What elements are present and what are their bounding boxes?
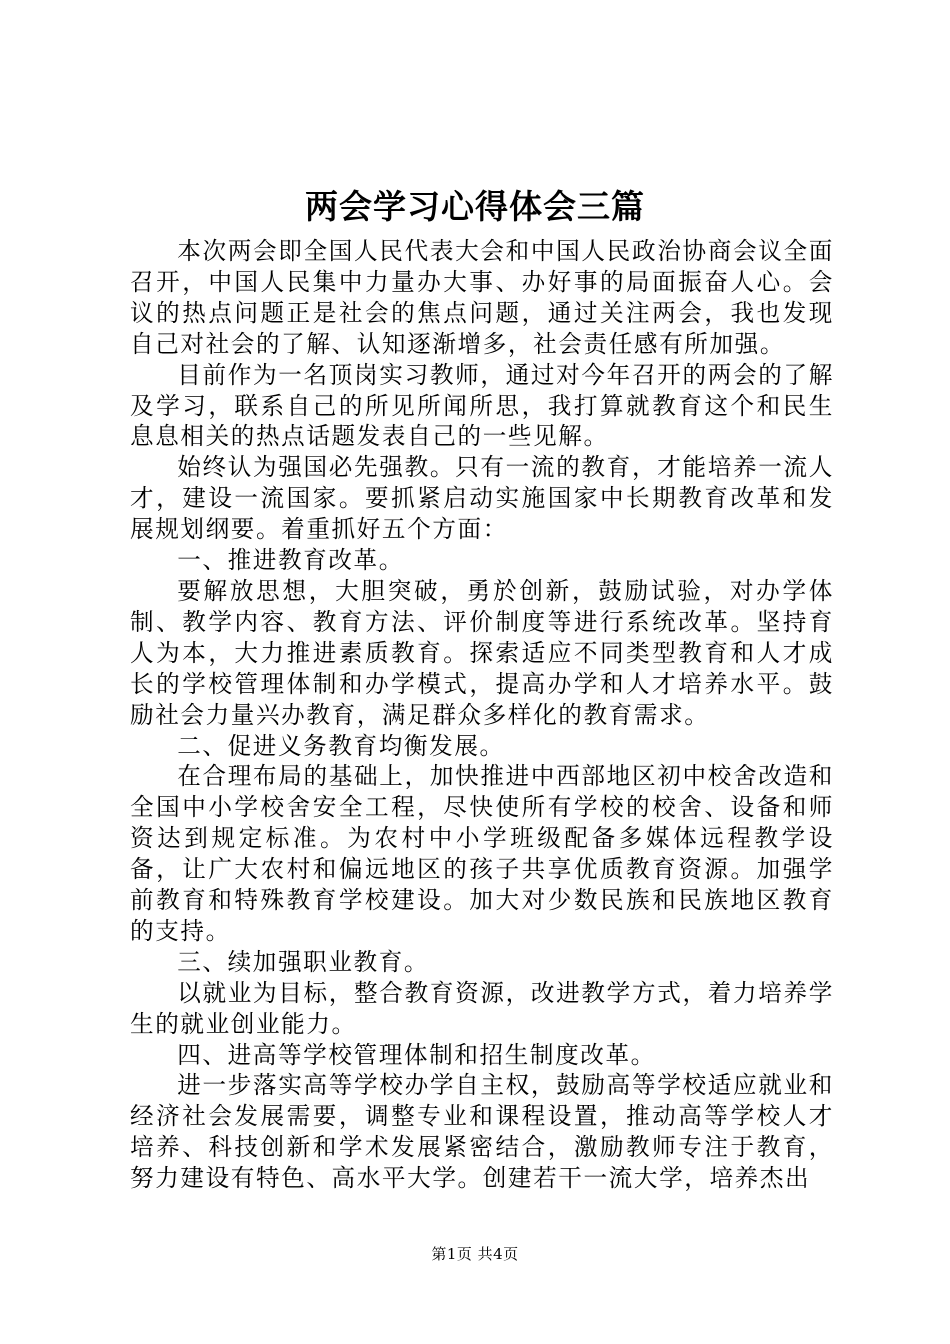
paragraph-7: 进一步落实高等学校办学自主权，鼓励高等学校适应就业和经济社会发展需要，调整专业和课程设置，推动高等学校人才培养、科技创新和学术发展紧密结合，激励教师专注于教育，努力建设有特色、高水平大学。创建若干一流大学，培养杰出 bbox=[130, 1071, 834, 1193]
paragraph-3: 始终认为强国必先强教。只有一流的教育，才能培养一流人才，建设一流国家。要抓紧启动实施国家中长期教育改革和发展规划纲要。着重抓好五个方面： bbox=[130, 453, 834, 544]
page-footer: 第1页 共4页 bbox=[431, 1245, 519, 1263]
paragraph-4: 要解放思想，大胆突破，勇於创新，鼓励试验，对办学体制、教学内容、教育方法、评价制度等进行系统改革。坚持育人为本，大力推进素质教育。探索适应不同类型教育和人才成长的学校管理体制和办学模式，提高办学和人才培养水平。鼓励社会力量兴办教育，满足群众多样化的教育需求。 bbox=[130, 576, 834, 729]
section-heading-1: 一、推进教育改革。 bbox=[177, 546, 404, 575]
document-body bbox=[130, 236, 834, 1194]
paragraph-6: 以就业为目标，整合教育资源，改进教学方式，着力培养学生的就业创业能力。 bbox=[130, 978, 834, 1038]
paragraph-5: 在合理布局的基础上，加快推进中西部地区初中校舍改造和全国中小学校舍安全工程，尽快使所有学校的校舍、设备和师资达到规定标准。为农村中小学班级配备多媒体远程教学设备，让广大农村和偏远地区的孩子共享优质教育资源。加强学前教育和特殊教育学校建设。加大对少数民族和民族地区教育的支持。 bbox=[130, 762, 834, 945]
paragraph-1: 本次两会即全国人民代表大会和中国人民政治协商会议全面召开，中国人民集中力量办大事、办好事的局面振奋人心。会议的热点问题正是社会的焦点问题，通过关注两会，我也发现自己对社会的了解、认知逐渐增多，社会责任感有所加强。 bbox=[130, 237, 834, 358]
section-heading-3: 三、续加强职业教育。 bbox=[177, 947, 430, 976]
section-heading-2: 二、促进义务教育均衡发展。 bbox=[177, 731, 505, 760]
paragraph-2: 目前作为一名顶岗实习教师，通过对今年召开的两会的了解及学习，联系自己的所见所闻所思，我打算就教育这个和民生息息相关的热点话题发表自己的一些见解。 bbox=[130, 360, 834, 451]
document-title: 两会学习心得体会三篇 bbox=[305, 187, 645, 226]
section-heading-4: 四、进高等学校管理体制和招生制度改革。 bbox=[177, 1040, 656, 1069]
